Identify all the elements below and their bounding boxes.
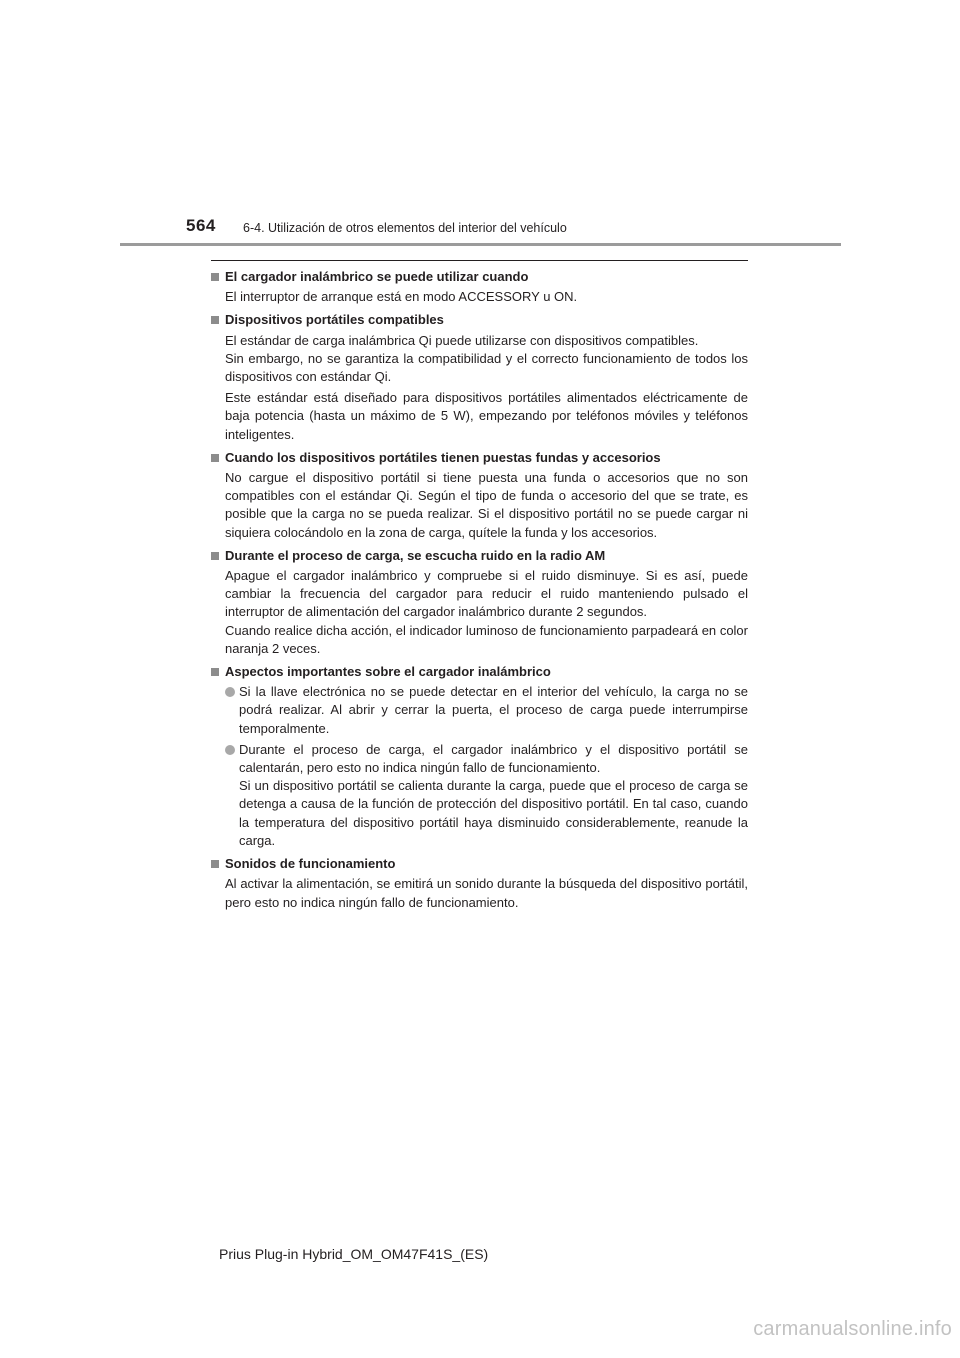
- section-heading: [211, 547, 748, 565]
- square-bullet-icon: [211, 668, 219, 676]
- list-item: [211, 741, 748, 850]
- content-divider: [211, 260, 748, 261]
- round-bullet-icon: [225, 745, 235, 755]
- list-item-paragraph: Durante el proceso de carga, el cargador inalámbrico y el dispositivo portátil se calentarán, pero esto no indica ningún fallo de funcionamiento.: [239, 741, 748, 776]
- section-operation-sounds: [211, 855, 748, 912]
- page-number: 564: [186, 216, 216, 235]
- square-bullet-icon: [211, 316, 219, 324]
- paragraph: El interruptor de arranque está en modo ACCESSORY u ON.: [225, 289, 578, 305]
- paragraph: No cargue el dispositivo portátil si tiene puesta una funda o accesorios que no son compatibles con el estándar Qi. Según el tipo de funda o accesorio del que se trate, es posible que la carga no se pueda realizar. Si el dispositivo portátil no se puede cargar ni siquiera colocándolo en la zona de carga, quítele la funda y los accesorios.: [225, 470, 748, 540]
- section-compatible-devices: [211, 311, 748, 443]
- section-heading-text: Durante el proceso de carga, se escucha ruido en la radio AM: [225, 547, 606, 563]
- paragraph: Este estándar está diseñado para dispositivos portátiles alimentados eléctricamente de baja potencia (hasta un máximo de 5 W), empezando por teléfonos móviles y teléfonos inteligentes.: [225, 390, 748, 442]
- section-heading: [211, 663, 748, 681]
- list-item: [211, 683, 748, 738]
- paragraph: Apague el cargador inalámbrico y compruebe si el ruido disminuye. Si es así, puede cambiar la frecuencia del cargador para reducir el ruido manteniendo pulsado el interruptor de alimentación del cargador inalámbrico durante 2 segundos.: [225, 568, 748, 620]
- section-heading-text: Aspectos importantes sobre el cargador inalámbrico: [225, 664, 551, 680]
- square-bullet-icon: [211, 860, 219, 868]
- section-heading-text: El cargador inalámbrico se puede utilizar cuando: [225, 269, 529, 284]
- section-heading-text: Cuando los dispositivos portátiles tienen puestas fundas y accesorios: [225, 449, 661, 465]
- paragraph: Cuando realice dicha acción, el indicador luminoso de funcionamiento parpadeará en color naranja 2 veces.: [225, 622, 748, 656]
- list-item-text: [239, 683, 748, 738]
- section-wireless-charger-usable: [211, 268, 748, 306]
- content-body: [211, 268, 748, 917]
- square-bullet-icon: [211, 454, 219, 462]
- section-heading: [211, 268, 748, 286]
- section-heading-text: Sonidos de funcionamiento: [225, 856, 396, 872]
- section-heading: [211, 855, 748, 873]
- section-heading: [211, 311, 748, 329]
- square-bullet-icon: [211, 273, 219, 281]
- round-bullet-icon: [225, 687, 235, 697]
- section-cases-accessories: [211, 449, 748, 542]
- list-item-paragraph: Si la llave electrónica no se puede detectar en el interior del vehículo, la carga no se podrá realizar. Al abrir y cerrar la puerta, el proceso de carga puede interrumpirse temporalmente.: [239, 684, 748, 736]
- square-bullet-icon: [211, 552, 219, 560]
- section-heading-text: Dispositivos portátiles compatibles: [225, 312, 444, 328]
- section-title: 6-4. Utilización de otros elementos del interior del vehículo: [243, 221, 567, 235]
- paragraph: El estándar de carga inalámbrica Qi puede utilizarse con dispositivos compatibles.: [225, 332, 699, 348]
- paragraph: Al activar la alimentación, se emitirá un sonido durante la búsqueda del dispositivo portátil, pero esto no indica ningún fallo de funcionamiento.: [225, 876, 748, 910]
- list-item-paragraph: Si un dispositivo portátil se calienta durante la carga, puede que el proceso de carga se detenga a causa de la función de protección del dispositivo portátil. En tal caso, cuando la temperatura del dispositivo portátil haya disminuido considerablemente, reanude la carga.: [239, 778, 748, 848]
- paragraph: Sin embargo, no se garantiza la compatibilidad y el correcto funcionamiento de todos los dispositivos con estándar Qi.: [225, 350, 748, 385]
- list-item-text: [239, 741, 748, 850]
- document-id: Prius Plug-in Hybrid_OM_OM47F41S_(ES): [219, 1246, 489, 1262]
- section-am-radio-noise: [211, 547, 748, 658]
- header-divider: [120, 243, 841, 246]
- section-important-aspects: [211, 663, 748, 850]
- section-heading: [211, 449, 748, 467]
- watermark: carmanualsonline.info: [753, 1318, 952, 1340]
